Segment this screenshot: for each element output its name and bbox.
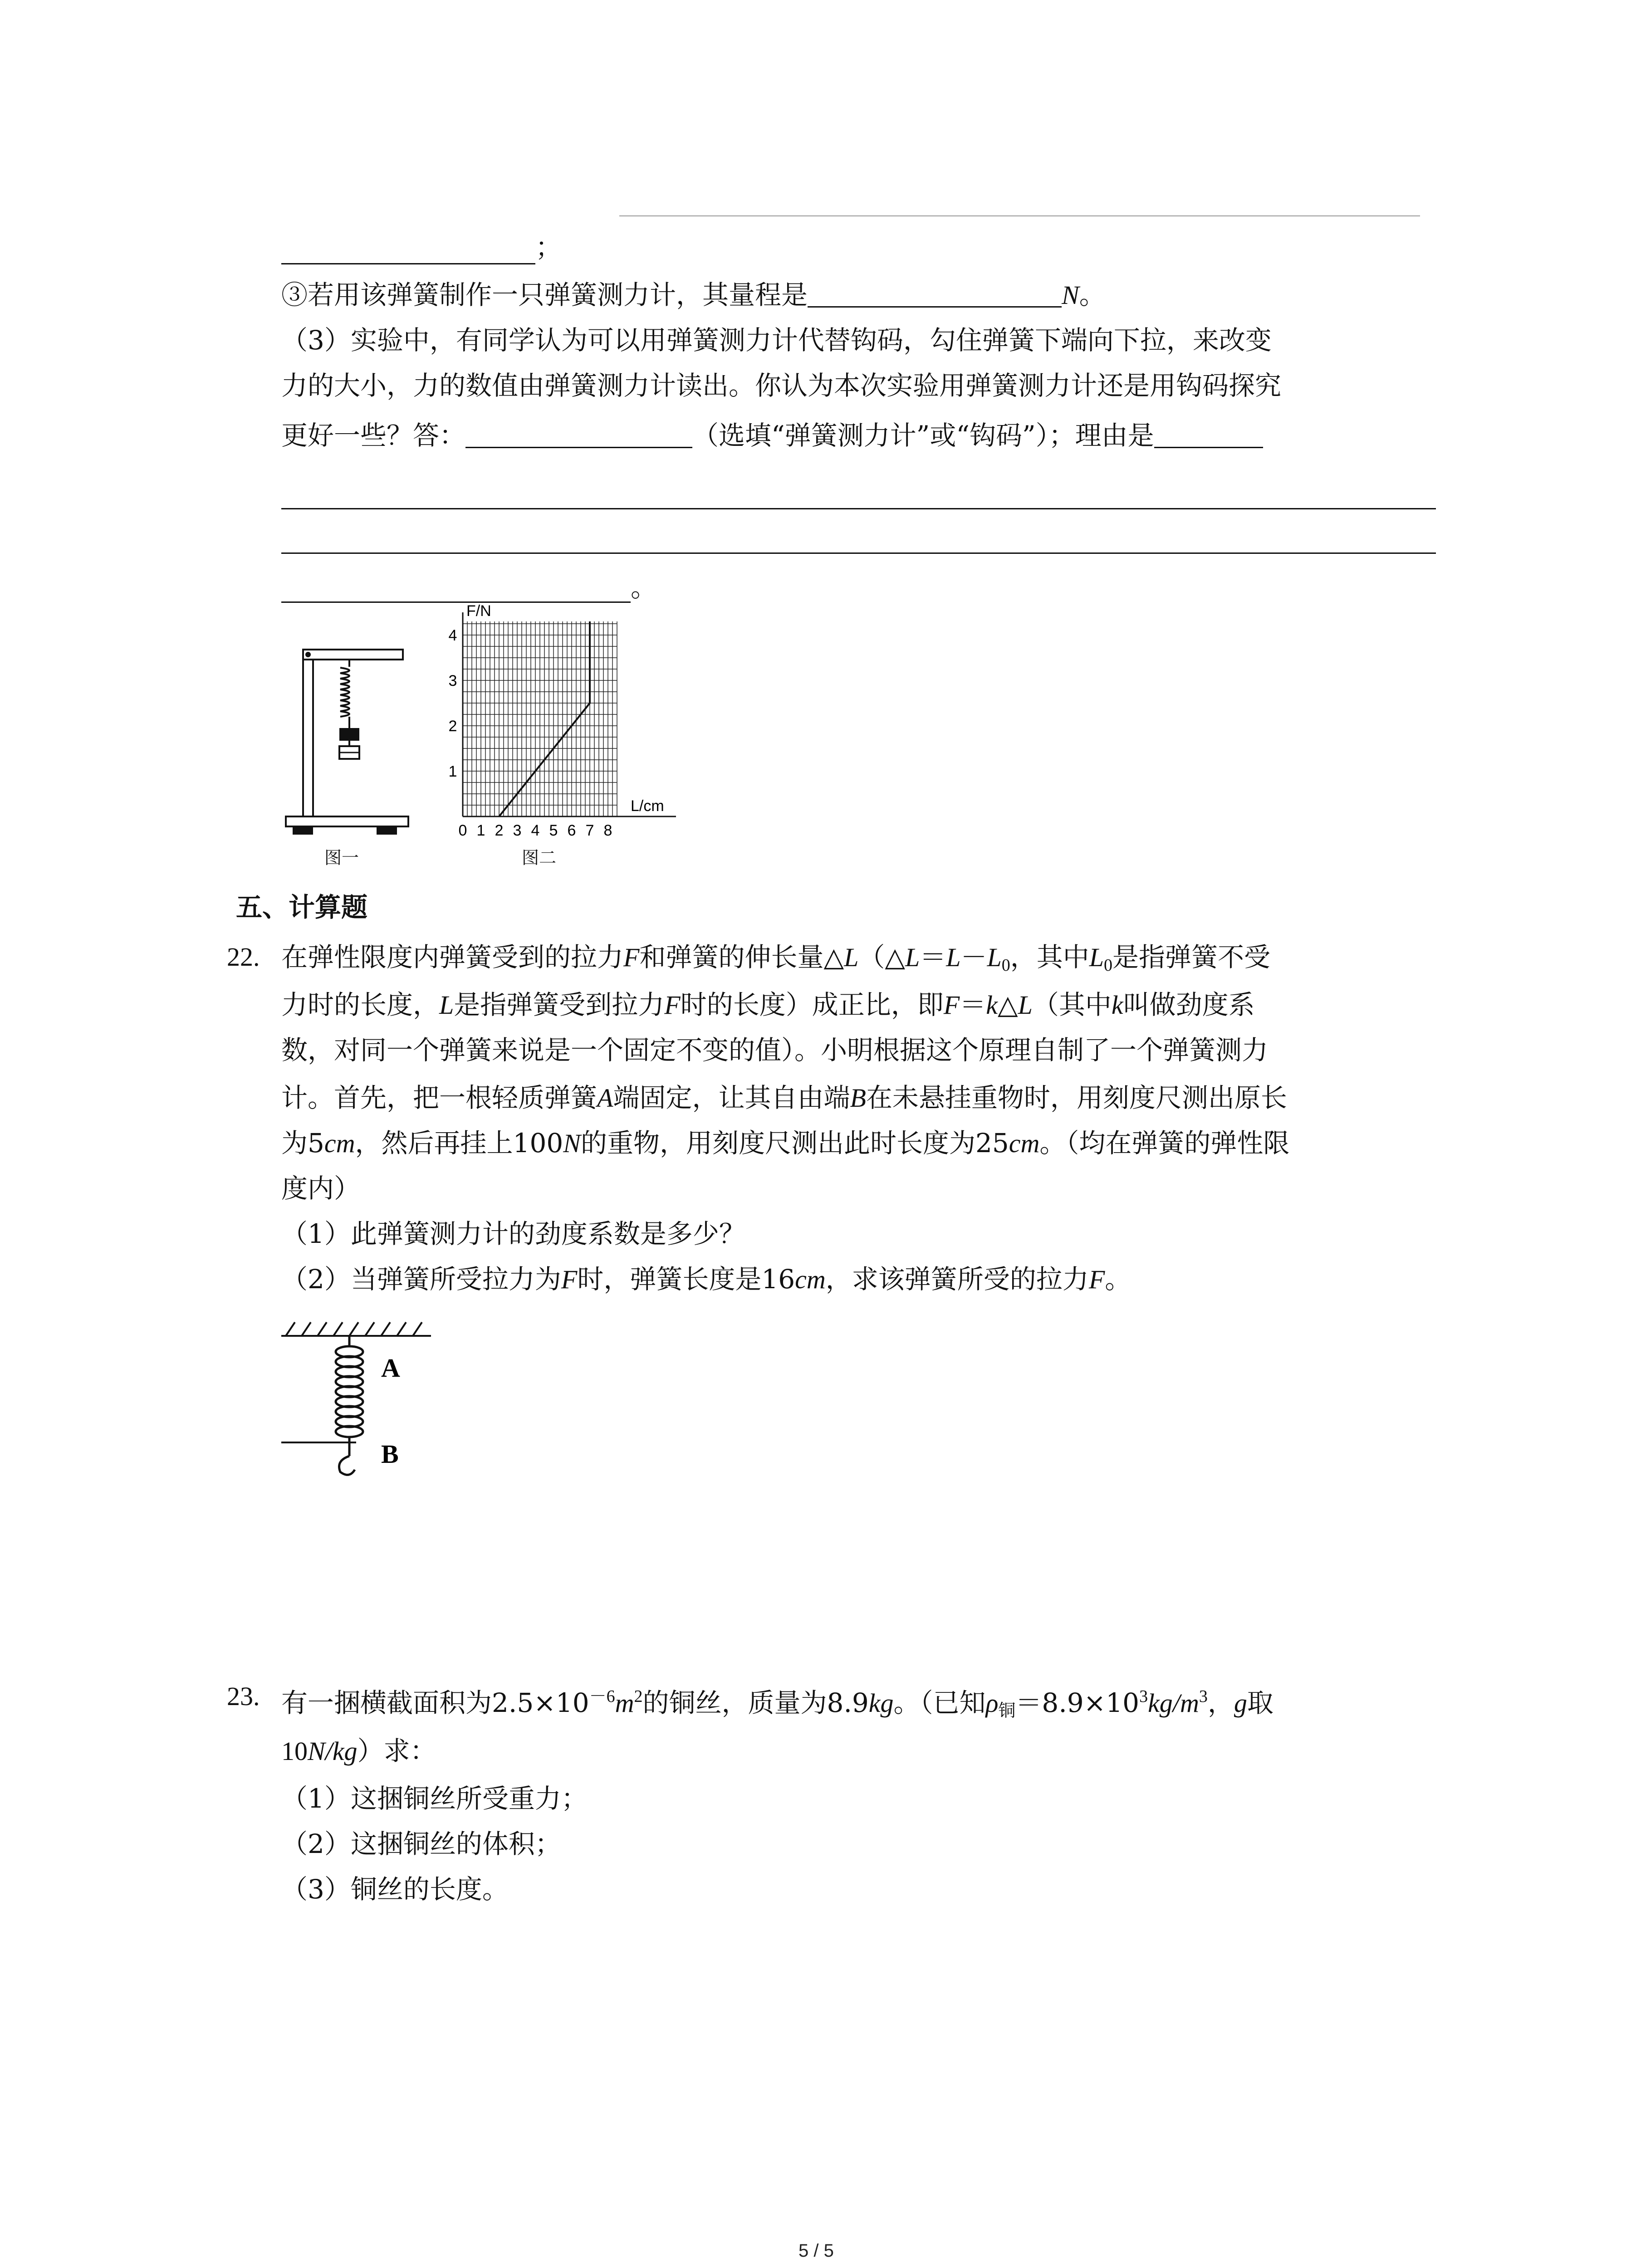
q22-text: ＝ <box>920 942 946 973</box>
exponent: 3 <box>1139 1687 1148 1706</box>
q22-text: △ <box>997 989 1018 1020</box>
q22-number: 22. <box>227 942 260 972</box>
q22-text: （其中 <box>1032 989 1112 1020</box>
unit-kg: kg <box>1148 1688 1173 1718</box>
q22-text: 时，弹簧长度是16 <box>577 1264 795 1295</box>
q21-part3-line2: 力的大小，力的数值由弹簧测力计读出。你认为本次实验用弹簧测力计还是用钩码探究 <box>281 370 1282 401</box>
q22-text: 。（均在弹簧的弹性限 <box>1039 1128 1290 1158</box>
q22-text: 是指弹簧不受 <box>1112 942 1271 973</box>
slash: / <box>325 1736 333 1766</box>
var-F: F <box>1088 1265 1105 1294</box>
x-tick-label: 3 <box>513 822 522 839</box>
q22-line6: 度内） <box>281 1173 361 1204</box>
subscript: 铜 <box>998 1701 1016 1721</box>
choice-blank[interactable] <box>465 423 692 448</box>
exponent: －6 <box>589 1687 615 1706</box>
spring-coils <box>336 1346 363 1437</box>
hook <box>339 1456 355 1475</box>
x-tick-label: 0 <box>458 822 467 839</box>
y-tick-label: 1 <box>448 763 457 780</box>
answer-prefix: 更好一些？答： <box>281 420 466 451</box>
q23-line2 <box>281 1733 436 1769</box>
q23-text: 10 <box>281 1736 308 1766</box>
figure2-caption: 图二 <box>522 848 557 868</box>
q22-text: ，其中 <box>1010 942 1089 973</box>
q22-line1 <box>281 939 1270 983</box>
q22-text: 在未悬挂重物时，用刻度尺测出原长 <box>866 1082 1287 1113</box>
semicolon: ； <box>535 232 562 263</box>
var-k: k <box>1111 990 1123 1020</box>
q22-sub1: （1）此弹簧测力计的劲度系数是多少？ <box>281 1218 745 1249</box>
x-tick-label: 4 <box>531 822 540 839</box>
q23-text: ）求： <box>357 1735 436 1766</box>
label-B: B <box>381 1439 399 1469</box>
var-L: L <box>844 943 859 972</box>
reason-line-1[interactable] <box>281 508 1436 509</box>
q22-text: 在弹性限度内弹簧受到的拉力 <box>281 942 624 973</box>
q23-line1 <box>281 1678 1274 1729</box>
reason-blank[interactable] <box>1154 423 1263 448</box>
q22-text: 计。首先，把一根轻质弹簧 <box>281 1082 598 1113</box>
q22-text: ，然后再挂上100 <box>355 1128 563 1158</box>
var-g: g <box>1234 1688 1247 1718</box>
q22-text: 的重物，用刻度尺测出此时长度为25 <box>580 1128 1009 1158</box>
figure2-force-length-graph <box>436 603 690 839</box>
q21-item3 <box>281 277 1106 313</box>
var-L: L <box>905 943 920 972</box>
q23-text: ＝8.9×10 <box>1015 1687 1140 1718</box>
x-axis-label: L/cm <box>631 797 664 815</box>
q22-text: 是指弹簧受到拉力 <box>454 989 665 1020</box>
var-rho: ρ <box>985 1688 999 1718</box>
unit-kg: kg <box>868 1688 894 1718</box>
var-L: L <box>1018 990 1033 1020</box>
q21-part3-line1: （3）实验中，有同学认为可以用弹簧测力计代替钩码，勾住弹簧下端向下拉，来改变 <box>281 325 1272 356</box>
section-heading: 五、计算题 <box>236 892 368 923</box>
slash: / <box>1172 1688 1180 1718</box>
q22-text: （△ <box>858 942 905 973</box>
q21-item3-text: ③若用该弹簧制作一只弹簧测力计，其量程是 <box>281 279 808 310</box>
q23-sub2: （2）这捆铜丝的体积； <box>281 1828 561 1859</box>
unit-N: N <box>563 1129 581 1158</box>
var-F: F <box>561 1265 578 1294</box>
period: 。 <box>1079 279 1106 310</box>
stand-arm <box>303 650 403 660</box>
q22-text: － <box>960 942 987 973</box>
q23-number: 23. <box>227 1681 260 1711</box>
x-tick-label: 2 <box>495 822 504 839</box>
unit-N: N <box>1062 280 1079 310</box>
stand-foot-left <box>293 826 313 835</box>
range-blank[interactable] <box>808 283 1062 308</box>
var-F: F <box>623 943 640 972</box>
q22-text: 。 <box>1105 1264 1132 1295</box>
exponent: 2 <box>634 1687 643 1706</box>
label-A: A <box>381 1353 400 1383</box>
figure1-caption: 图一 <box>324 848 359 868</box>
subscript: 0 <box>1104 956 1113 975</box>
unit-cm: cm <box>324 1129 355 1158</box>
q22-text: ＝ <box>960 989 986 1020</box>
q23-text: 取 <box>1247 1687 1274 1718</box>
x-tick-label: 6 <box>567 822 576 839</box>
x-tick-label: 8 <box>603 822 612 839</box>
x-tick-label: 7 <box>585 822 594 839</box>
q23-text: ， <box>1207 1687 1234 1718</box>
q23-text: 有一捆横截面积为2.5×10 <box>281 1687 589 1718</box>
stand-pivot <box>305 652 311 657</box>
q23-text: 。（已知 <box>893 1687 986 1718</box>
choice-hint: （选填“弹簧测力计”或“钩码”）；理由是 <box>692 420 1154 451</box>
period: 。 <box>631 572 657 603</box>
q22-sub2 <box>281 1261 1131 1298</box>
var-k: k <box>986 990 998 1020</box>
unit-N: N <box>308 1736 325 1766</box>
unit-m: m <box>615 1688 634 1718</box>
unit-cm: cm <box>1009 1129 1040 1158</box>
var-F: F <box>664 990 681 1020</box>
var-L0: L <box>987 943 1002 972</box>
q22-line5 <box>281 1125 1289 1162</box>
weight-1 <box>339 728 359 741</box>
y-tick-label: 2 <box>448 718 457 735</box>
unit-kg: kg <box>332 1736 358 1766</box>
q22-text: （2）当弹簧所受拉力为 <box>281 1264 561 1295</box>
unit-cm: cm <box>795 1265 826 1294</box>
figure1-spring-stand <box>272 635 417 848</box>
y-tick-label: 3 <box>448 672 457 689</box>
reason-line-3[interactable] <box>281 601 631 603</box>
q22-text: 时的长度）成正比，即 <box>680 989 944 1020</box>
var-B: B <box>850 1083 866 1113</box>
var-A: A <box>597 1083 613 1113</box>
q22-line4 <box>281 1080 1287 1116</box>
stand-base <box>286 816 408 826</box>
x-tick-label: 5 <box>549 822 558 839</box>
y-axis-label: F/N <box>466 603 491 620</box>
page-number: 5 / 5 <box>798 2241 834 2261</box>
var-L: L <box>439 990 454 1020</box>
reason-line-2[interactable] <box>281 552 1436 554</box>
subscript: 0 <box>1001 956 1010 975</box>
q22-line3: 数，对同一个弹簧来说是一个固定不变的值）。小明根据这个原理自制了一个弹簧测力 <box>281 1035 1269 1066</box>
answer-blank[interactable] <box>281 263 535 264</box>
q22-text: ，求该弹簧所受的拉力 <box>825 1264 1089 1295</box>
q22-text: 端固定，让其自由端 <box>613 1082 850 1113</box>
var-L: L <box>946 943 961 972</box>
y-tick-label: 4 <box>448 627 457 644</box>
q22-line2 <box>281 987 1255 1023</box>
q21-part3-line3 <box>281 417 1263 454</box>
q22-text: 和弹簧的伸长量△ <box>639 942 844 973</box>
hanging-spring-figure <box>277 1315 440 1542</box>
q23-text: 的铜丝，质量为8.9 <box>642 1687 869 1718</box>
x-tick-label: 1 <box>476 822 485 839</box>
unit-m: m <box>1180 1688 1199 1718</box>
ceiling-hatch <box>281 1322 431 1336</box>
exponent: 3 <box>1199 1687 1208 1706</box>
q22-text: 为5 <box>281 1128 324 1158</box>
q23-sub3: （3）铜丝的长度。 <box>281 1874 509 1905</box>
spring-coil <box>340 668 349 717</box>
stand-foot-right <box>377 826 397 835</box>
stand-pole <box>303 653 313 816</box>
var-L0: L <box>1089 943 1104 972</box>
q23-sub1: （1）这捆铜丝所受重力； <box>281 1783 588 1814</box>
q22-text: 力时的长度， <box>281 989 440 1020</box>
header-rule <box>619 215 1420 216</box>
q22-text: 叫做劲度系 <box>1123 989 1255 1020</box>
var-F: F <box>943 990 960 1020</box>
